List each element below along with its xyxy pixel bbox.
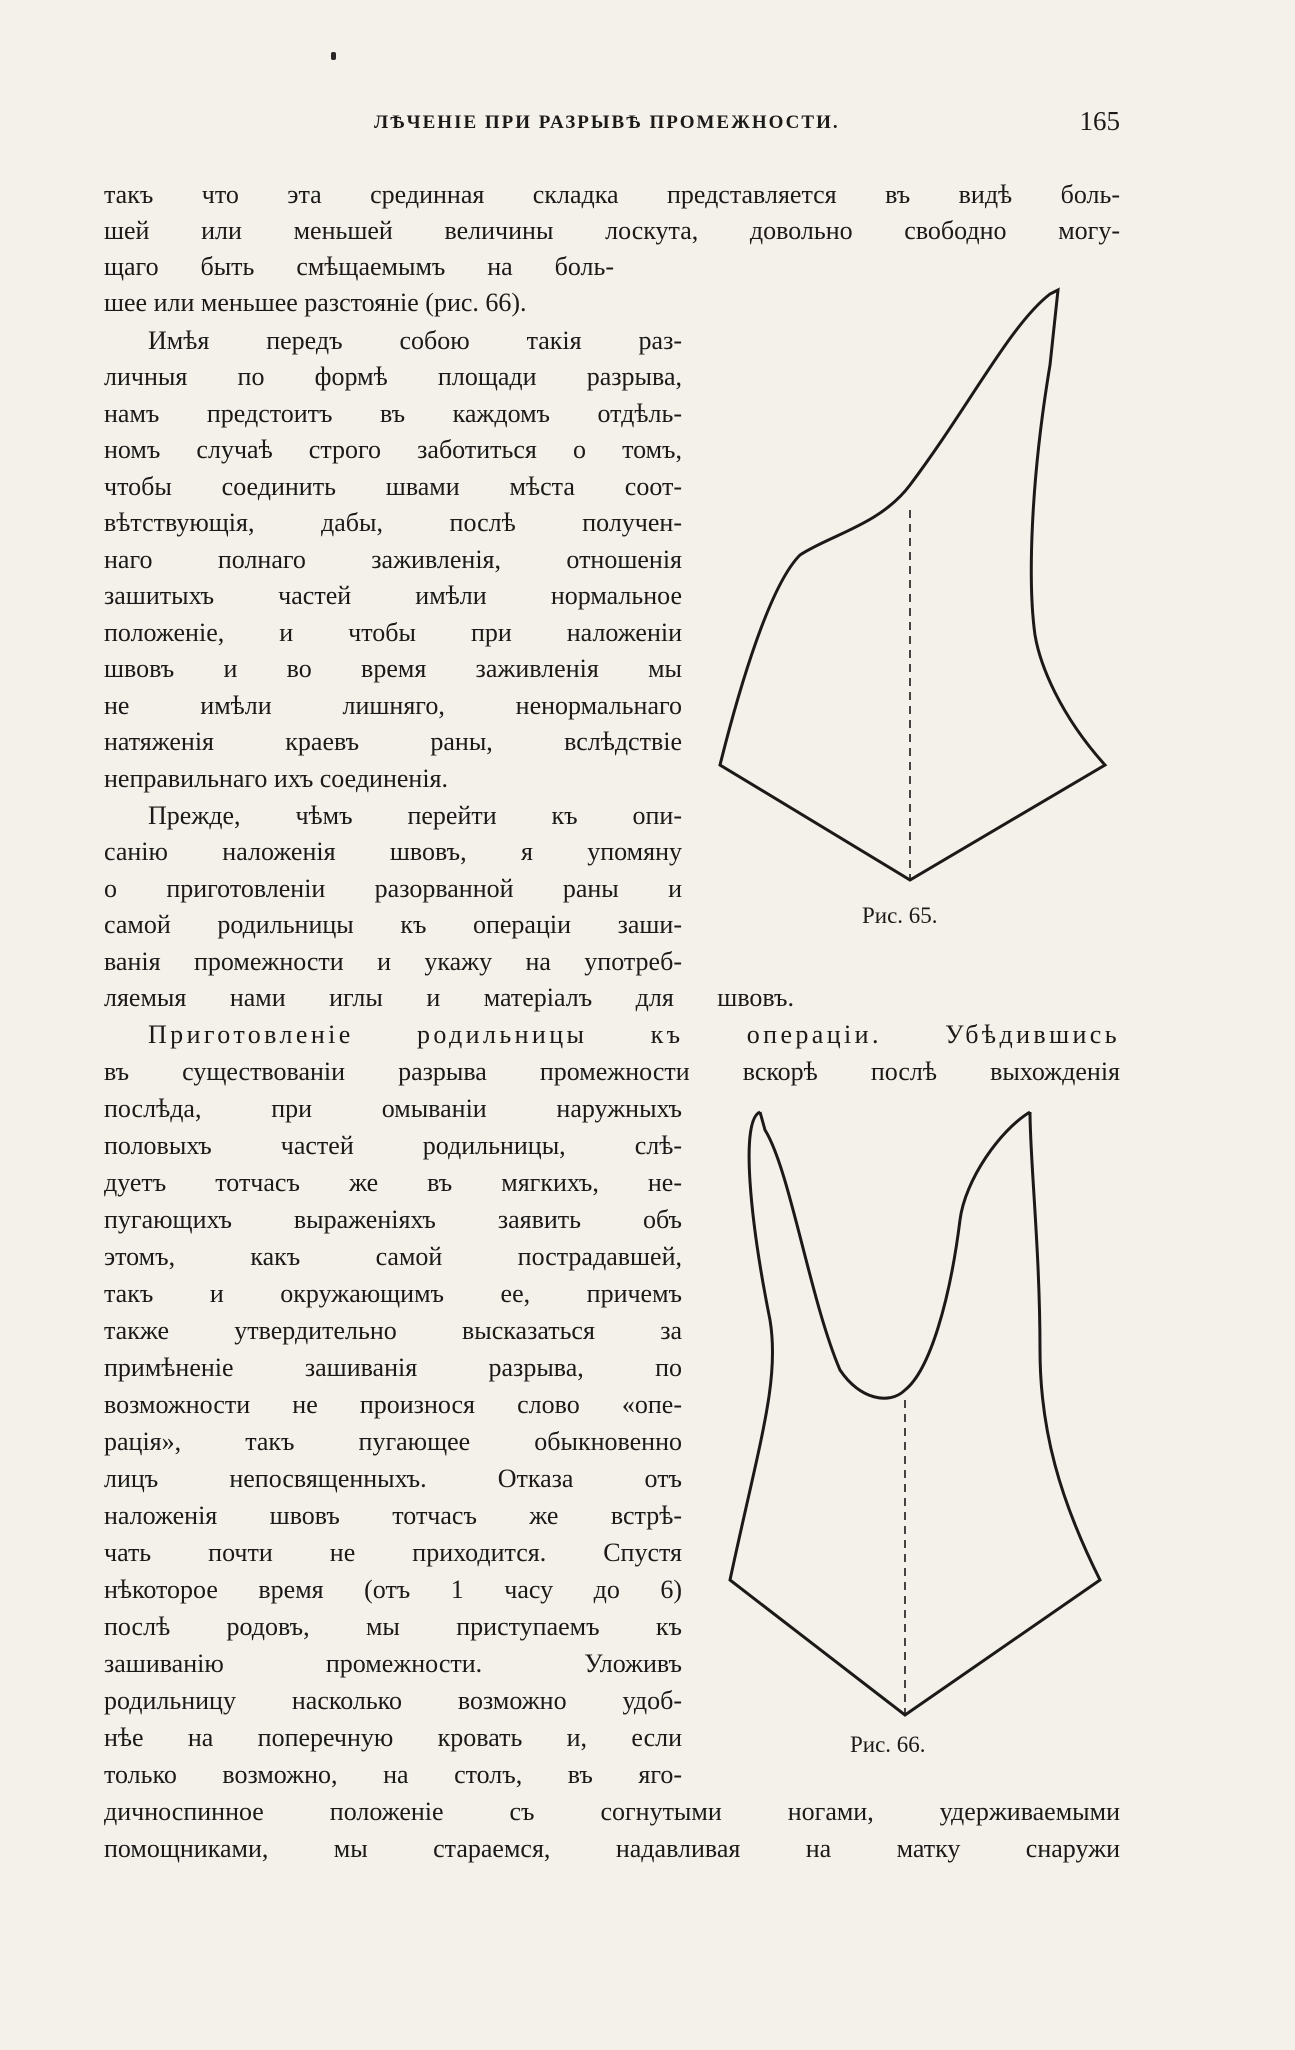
text-line: ванія промежности и укажу на употреб- xyxy=(104,947,682,976)
figure-66-wound-diagram xyxy=(710,1100,1120,1730)
ink-speck xyxy=(331,52,336,60)
figure-65-wound-diagram xyxy=(710,285,1120,905)
text-line: дуетъ тотчасъ же въ мягкихъ, не- xyxy=(104,1168,682,1197)
text-line: въ существованіи разрыва промежности вскорѣ послѣ выхожденія xyxy=(104,1057,1120,1086)
text-line: нѣкоторое время (отъ 1 часу до 6) xyxy=(104,1575,682,1604)
section-heading-line: Приготовленіе родильницы къ операціи. Убѣдившись xyxy=(148,1020,1120,1049)
figure-66-outline xyxy=(730,1112,1100,1715)
text-line: шее или меньшее разстояніе (рис. 66). xyxy=(104,288,527,317)
text-line: также утвердительно высказаться за xyxy=(104,1316,682,1345)
figure-65-caption: Рис. 65. xyxy=(862,903,938,928)
text-line: щаго быть смѣщаемымъ на боль- xyxy=(104,252,614,281)
text-line: этомъ, какъ самой пострадавшей, xyxy=(104,1242,682,1271)
text-line: наго полнаго заживленія, отношенія xyxy=(104,545,682,574)
text-line: зашиванію промежности. Уложивъ xyxy=(104,1649,682,1678)
text-line: самой родильницы къ операціи заши- xyxy=(104,910,682,939)
text-line: послѣ родовъ, мы приступаемъ къ xyxy=(104,1612,682,1641)
text-line: шей или меньшей величины лоскута, довольно свободно могу- xyxy=(104,216,1120,245)
text-line: положеніе, и чтобы при наложеніи xyxy=(104,618,682,647)
text-line: неправильнаго ихъ соединенія. xyxy=(104,764,449,793)
text-line: помощниками, мы стараемся, надавливая на матку снаружи xyxy=(104,1834,1120,1863)
text-line: пугающихъ выраженіяхъ заявить объ xyxy=(104,1205,682,1234)
running-title: ЛѢЧЕНІЕ ПРИ РАЗРЫВѢ ПРОМЕЖНОСТИ. xyxy=(374,112,840,133)
text-line: зашитыхъ частей имѣли нормальное xyxy=(104,581,682,610)
text-line: натяженія краевъ раны, вслѣдствіе xyxy=(104,727,682,756)
text-line: номъ случаѣ строго заботиться о томъ, xyxy=(104,435,682,464)
text-line: родильницу насколько возможно удоб- xyxy=(104,1686,682,1715)
figure-66-caption: Рис. 66. xyxy=(850,1732,926,1757)
text-line: возможности не произнося слово «опе- xyxy=(104,1390,682,1419)
text-line: лицъ непосвященныхъ. Отказа отъ xyxy=(104,1464,682,1493)
text-line: нѣе на поперечную кровать и, если xyxy=(104,1723,682,1752)
page-number: 165 xyxy=(1079,106,1120,136)
text-line: рація», такъ пугающее обыкновенно xyxy=(104,1427,682,1456)
text-line: дичноспинное положеніе съ согнутыми ногами, удерживаемыми xyxy=(104,1797,1120,1826)
text-line: швовъ и во время заживленія мы xyxy=(104,654,682,683)
text-line: ляемыя нами иглы и матеріалъ для швовъ. xyxy=(104,983,794,1012)
text-line: чтобы соединить швами мѣста соот- xyxy=(104,472,682,501)
text-line: санію наложенія швовъ, я упомяну xyxy=(104,837,682,866)
text-line: Прежде, чѣмъ перейти къ опи- xyxy=(148,801,682,830)
text-line: послѣда, при омываніи наружныхъ xyxy=(104,1094,682,1123)
text-line: чать почти не приходится. Спустя xyxy=(104,1538,682,1567)
text-line: такъ и окружающимъ ее, причемъ xyxy=(104,1279,682,1308)
text-line: наложенія швовъ тотчасъ же встрѣ- xyxy=(104,1501,682,1530)
page-header xyxy=(104,106,1120,142)
text-line: Имѣя передъ собою такія раз- xyxy=(148,326,682,355)
text-line: только возможно, на столъ, въ яго- xyxy=(104,1760,682,1789)
text-line: личныя по формѣ площади разрыва, xyxy=(104,362,682,391)
text-line: половыхъ частей родильницы, слѣ- xyxy=(104,1131,682,1160)
text-line: вѣтствующія, дабы, послѣ получен- xyxy=(104,508,682,537)
figure-65-outline xyxy=(720,290,1105,880)
text-line: такъ что эта срединная складка представляется въ видѣ боль- xyxy=(104,180,1120,209)
text-line: намъ предстоитъ въ каждомъ отдѣль- xyxy=(104,399,682,428)
text-line: не имѣли лишняго, ненормальнаго xyxy=(104,691,682,720)
text-line: о приготовленіи разорванной раны и xyxy=(104,874,682,903)
text-line: примѣненіе зашиванія разрыва, по xyxy=(104,1353,682,1382)
